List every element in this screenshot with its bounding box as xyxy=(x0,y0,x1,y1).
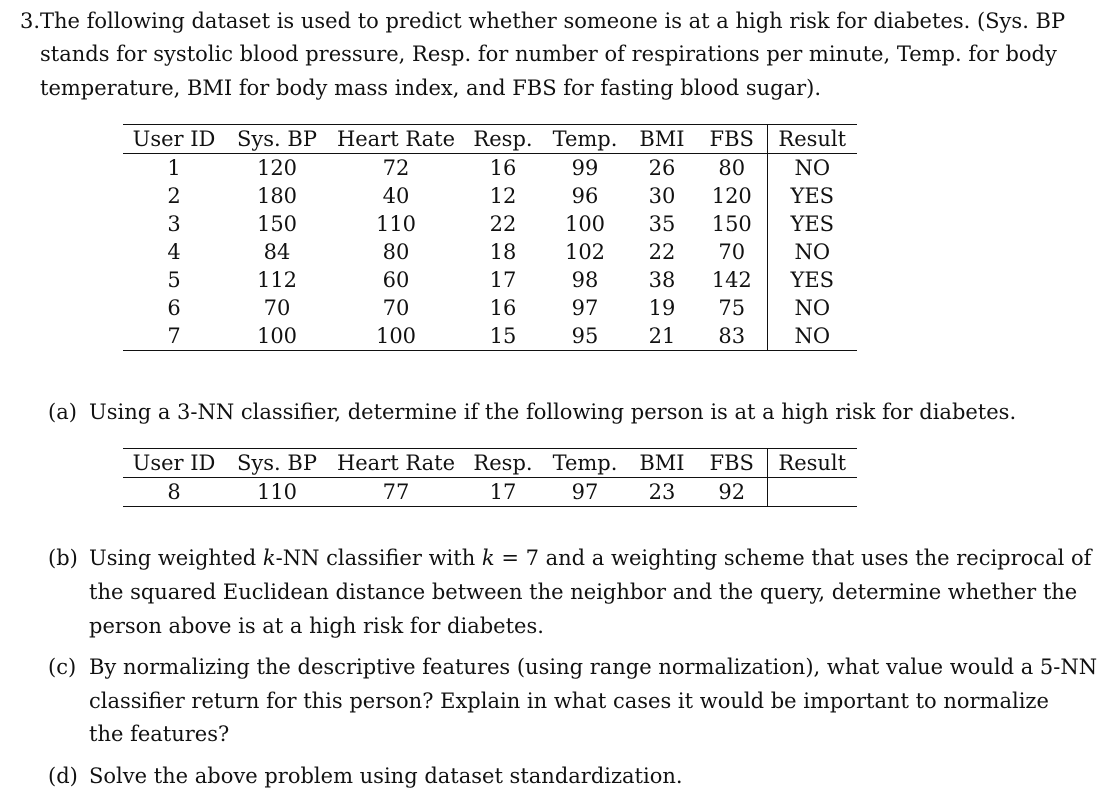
question-number: 3. xyxy=(20,9,41,33)
table-cell: 96 xyxy=(571,184,599,208)
part-d-label: (d) xyxy=(48,764,78,788)
part-a-text: Using a 3-NN classifier, determine if the following person is at a high risk for diabetes. xyxy=(89,400,1017,424)
table-cell: 95 xyxy=(571,324,599,348)
table-cell: 100 xyxy=(375,324,417,348)
table-cell: 19 xyxy=(648,296,676,320)
table-cell: 97 xyxy=(571,296,599,320)
table-cell: 77 xyxy=(382,480,410,504)
table-cell: YES xyxy=(767,182,857,210)
query-table xyxy=(123,448,857,507)
table-cell: 2 xyxy=(167,184,181,208)
table-cell: 150 xyxy=(256,212,298,236)
table-cell: 80 xyxy=(382,240,410,264)
table-cell: 98 xyxy=(571,268,599,292)
header-heart-rate: Heart Rate xyxy=(336,127,456,151)
header-resp: Resp. xyxy=(473,451,533,475)
part-b-label: (b) xyxy=(48,546,78,570)
part-b-line-1-mid: -NN classifier with xyxy=(275,546,482,570)
intro-line-3: temperature, BMI for body mass index, and FBS for fasting blood sugar). xyxy=(40,76,822,100)
part-b-line-1-pre: Using weighted xyxy=(89,546,263,570)
table-cell: 35 xyxy=(648,212,676,236)
header-bmi: BMI xyxy=(639,127,685,151)
table-cell: 92 xyxy=(718,480,746,504)
table-cell: 99 xyxy=(571,156,599,180)
header-result: Result xyxy=(767,449,857,478)
table-cell: 22 xyxy=(648,240,676,264)
table-cell: NO xyxy=(767,154,857,183)
table-cell: 6 xyxy=(167,296,181,320)
table-cell: 21 xyxy=(648,324,676,348)
table-cell: NO xyxy=(767,294,857,322)
part-b-k: k xyxy=(262,546,276,570)
dataset-table xyxy=(123,124,857,351)
table-cell: 40 xyxy=(382,184,410,208)
table-cell: 7 xyxy=(167,324,181,348)
table-row xyxy=(123,266,857,294)
part-c-label: (c) xyxy=(48,655,77,679)
table-cell: 110 xyxy=(256,480,298,504)
table-cell: 72 xyxy=(382,156,410,180)
table-cell: 142 xyxy=(711,268,752,292)
dataset-header-row xyxy=(123,125,857,154)
table-cell: 70 xyxy=(382,296,410,320)
table-cell: 15 xyxy=(489,324,517,348)
table-cell: 84 xyxy=(263,240,291,264)
intro-line-1: The following dataset is used to predict whether someone is at a high risk for diabetes. (Sys. BP xyxy=(40,9,1066,33)
table-cell: 4 xyxy=(167,240,181,264)
table-row xyxy=(123,238,857,266)
part-a-label: (a) xyxy=(48,400,77,424)
header-user-id: User ID xyxy=(132,127,216,151)
table-cell: 38 xyxy=(648,268,676,292)
header-resp: Resp. xyxy=(473,127,533,151)
table-cell: 102 xyxy=(564,240,606,264)
header-heart-rate: Heart Rate xyxy=(336,451,456,475)
header-temp: Temp. xyxy=(552,451,618,475)
part-b-line-1 xyxy=(89,544,1091,572)
table-cell: 8 xyxy=(167,480,181,504)
table-cell: 70 xyxy=(718,240,746,264)
part-b-line-1-eq: = 7 and a weighting scheme that uses the reciprocal of xyxy=(494,546,1092,570)
part-c-line-3: the features? xyxy=(89,722,230,746)
part-c-line-2: classifier return for this person? Explain in what cases it would be important to normalize xyxy=(89,689,1049,713)
table-cell: 100 xyxy=(564,212,606,236)
table-cell: 70 xyxy=(263,296,291,320)
query-header-row xyxy=(123,449,857,478)
table-row xyxy=(123,322,857,351)
table-row xyxy=(123,210,857,238)
table-row xyxy=(123,478,857,507)
header-sys-bp: Sys. BP xyxy=(237,451,317,475)
table-cell: 1 xyxy=(167,156,181,180)
part-c-line-1: By normalizing the descriptive features (using range normalization), what value would a 5-NN xyxy=(89,655,1097,679)
table-row xyxy=(123,182,857,210)
table-cell: NO xyxy=(767,322,857,351)
table-cell: YES xyxy=(767,210,857,238)
table-cell: 16 xyxy=(489,296,517,320)
part-b-k2: k xyxy=(481,546,495,570)
table-cell: 18 xyxy=(489,240,517,264)
header-sys-bp: Sys. BP xyxy=(237,127,317,151)
header-result: Result xyxy=(767,125,857,154)
table-cell: 3 xyxy=(167,212,181,236)
table-cell: 5 xyxy=(167,268,181,292)
table-cell: 30 xyxy=(648,184,676,208)
header-user-id: User ID xyxy=(132,451,216,475)
table-cell: 100 xyxy=(256,324,298,348)
table-cell xyxy=(767,478,857,507)
table-cell: 17 xyxy=(489,268,517,292)
table-row xyxy=(123,294,857,322)
table-cell: 22 xyxy=(489,212,517,236)
table-cell: 112 xyxy=(256,268,298,292)
table-cell: 75 xyxy=(718,296,746,320)
table-cell: NO xyxy=(767,238,857,266)
table-cell: 83 xyxy=(718,324,746,348)
header-fbs: FBS xyxy=(709,127,754,151)
table-cell: 80 xyxy=(718,156,746,180)
table-cell: 12 xyxy=(489,184,517,208)
table-cell: 17 xyxy=(489,480,517,504)
table-cell: 60 xyxy=(382,268,410,292)
header-bmi: BMI xyxy=(639,451,685,475)
intro-line-2: stands for systolic blood pressure, Resp. for number of respirations per minute, Temp. for body xyxy=(40,42,1057,66)
part-b-line-3: person above is at a high risk for diabetes. xyxy=(89,614,544,638)
table-cell: 180 xyxy=(256,184,298,208)
table-cell: YES xyxy=(767,266,857,294)
table-cell: 16 xyxy=(489,156,517,180)
part-b-line-2: the squared Euclidean distance between the neighbor and the query, determine whether the xyxy=(89,580,1078,604)
table-cell: 26 xyxy=(648,156,676,180)
header-fbs: FBS xyxy=(709,451,754,475)
table-cell: 110 xyxy=(375,212,417,236)
part-d-text: Solve the above problem using dataset standardization. xyxy=(89,764,683,788)
table-row xyxy=(123,154,857,183)
table-cell: 150 xyxy=(711,212,752,236)
table-cell: 120 xyxy=(711,184,752,208)
table-cell: 23 xyxy=(648,480,676,504)
header-temp: Temp. xyxy=(552,127,618,151)
table-cell: 97 xyxy=(571,480,599,504)
table-cell: 120 xyxy=(256,156,298,180)
